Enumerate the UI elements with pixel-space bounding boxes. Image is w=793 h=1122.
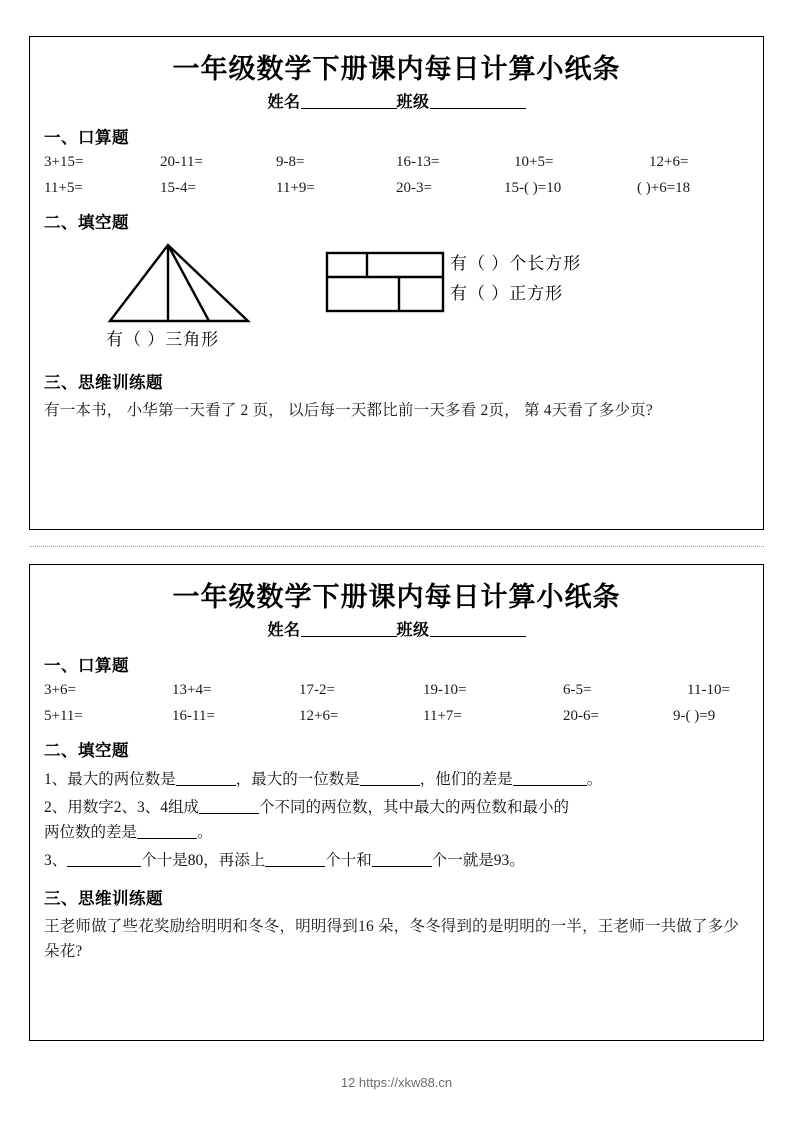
fill-blank-3c[interactable]	[372, 852, 432, 867]
fill-blank-3a[interactable]	[67, 852, 141, 867]
section-heading-fill-1: 二、填空题	[44, 213, 129, 233]
section-heading-oral-2: 一、口算题	[44, 656, 129, 676]
fill-item-1-part-a: 1、最大的两位数是	[44, 771, 176, 789]
triangle-figure	[104, 239, 254, 332]
page-title-1: 一年级数学下册课内每日计算小纸条	[172, 54, 621, 84]
fill-item-1	[44, 767, 751, 792]
problem[interactable]: 17-2=	[299, 682, 335, 699]
problem[interactable]: 13+4=	[172, 682, 212, 699]
section-heading-oral-1: 一、口算题	[44, 128, 129, 148]
name-label-1: 姓名	[267, 94, 301, 112]
footer-watermark	[29, 1075, 764, 1090]
problem[interactable]: 3+6=	[44, 682, 76, 699]
problem[interactable]: 20-6=	[563, 708, 599, 725]
geometry-figures	[42, 239, 751, 357]
problem[interactable]: 20-3=	[396, 180, 432, 197]
fill-item-3-part-d: 个一就是93。	[431, 852, 525, 870]
problem[interactable]: 16-11=	[172, 708, 215, 725]
problem[interactable]: 9-8=	[276, 154, 305, 171]
triangle-caption: 有（ ）三角形	[106, 330, 220, 350]
class-label-2: 班级	[396, 622, 430, 640]
fill-item-1-part-b: ，最大的一位数是	[235, 771, 360, 789]
oral-row-1-2	[44, 180, 751, 197]
rectangle-caption-2: 有（ ）正方形	[450, 283, 564, 303]
rectangle-captions	[450, 249, 581, 309]
fill-item-3-part-a: 3、	[44, 852, 68, 870]
name-class-line-2	[42, 617, 751, 640]
name-label-2: 姓名	[267, 622, 301, 640]
problem[interactable]: 15-( )=10	[504, 180, 562, 197]
thinking-problem-1: 有一本书， 小华第一天看了 2 页， 以后每一天都比前一天多看 2页， 第 4天看了多少页?	[44, 402, 653, 420]
problem[interactable]: 11+5=	[44, 180, 83, 197]
name-blank-2[interactable]	[301, 621, 397, 637]
problem[interactable]: 15-4=	[160, 180, 196, 197]
section-heading-thinking-1: 三、思维训练题	[44, 373, 163, 393]
fill-item-2-part-a: 2、用数字2、3、4组成	[44, 799, 200, 817]
worksheet-card-2	[29, 564, 764, 1041]
fill-blank-1b[interactable]	[360, 771, 420, 786]
problem[interactable]: 16-13=	[396, 154, 440, 171]
problem[interactable]: 11+9=	[276, 180, 315, 197]
fill-blank-1a[interactable]	[176, 771, 236, 786]
problem[interactable]: 12+6=	[649, 154, 689, 171]
footer-watermark-text: 12 https://xkw88.cn	[335, 1075, 458, 1090]
fill-blank-1c[interactable]	[513, 771, 587, 786]
oral-row-2-2	[44, 708, 751, 725]
problem[interactable]: 5+11=	[44, 708, 83, 725]
worksheet-card-1	[29, 36, 764, 530]
thinking-problem-2: 王老师做了些花奖励给明明和冬冬，明明得到16 朵，冬冬得到的是明明的一半，王老师一共做了多少朵花?	[44, 918, 740, 960]
problem[interactable]: 10+5=	[514, 154, 554, 171]
fill-item-3	[44, 848, 751, 873]
section-heading-thinking-2: 三、思维训练题	[44, 889, 163, 909]
problem[interactable]: 20-11=	[160, 154, 203, 171]
fill-item-2-part-d: 。	[197, 824, 213, 842]
class-label-1: 班级	[396, 94, 430, 112]
rectangle-svg	[325, 251, 445, 313]
problem[interactable]: 11-10=	[687, 682, 730, 699]
fill-item-2-part-c: 两位数的差是	[44, 824, 138, 842]
rectangle-figure	[325, 251, 445, 318]
worksheet-separator	[29, 546, 764, 547]
fill-item-3-part-c: 个十和	[325, 852, 372, 870]
rectangle-caption-1: 有（ ）个长方形	[450, 254, 582, 274]
fill-blank-3b[interactable]	[265, 852, 325, 867]
name-class-line-1	[42, 89, 751, 112]
fill-item-2-part-b: 个不同的两位数，其中最大的两位数和最小的	[259, 799, 570, 817]
problem[interactable]: 12+6=	[299, 708, 339, 725]
fill-item-1-part-c: ，他们的差是	[419, 771, 513, 789]
oral-row-2-1	[44, 682, 751, 699]
problem[interactable]: 6-5=	[563, 682, 592, 699]
problem[interactable]: 11+7=	[423, 708, 462, 725]
fill-item-3-part-b: 个十是80，再添上	[141, 852, 266, 870]
page-footer	[29, 1075, 764, 1095]
fill-item-2	[44, 795, 751, 845]
fill-blank-2b[interactable]	[137, 824, 197, 839]
problem[interactable]: 3+15=	[44, 154, 84, 171]
oral-row-1-1	[44, 154, 751, 171]
class-blank-2[interactable]	[430, 621, 526, 637]
problem[interactable]: ( )+6=18	[637, 180, 691, 197]
triangle-svg	[104, 239, 254, 327]
fill-item-1-part-d: 。	[586, 771, 603, 789]
problem[interactable]: 19-10=	[423, 682, 467, 699]
class-blank-1[interactable]	[430, 93, 526, 109]
section-heading-fill-2: 二、填空题	[44, 741, 129, 761]
page-title-2: 一年级数学下册课内每日计算小纸条	[172, 582, 621, 612]
problem[interactable]: 9-( )=9	[673, 708, 716, 725]
name-blank-1[interactable]	[301, 93, 397, 109]
fill-blank-2a[interactable]	[199, 799, 259, 814]
